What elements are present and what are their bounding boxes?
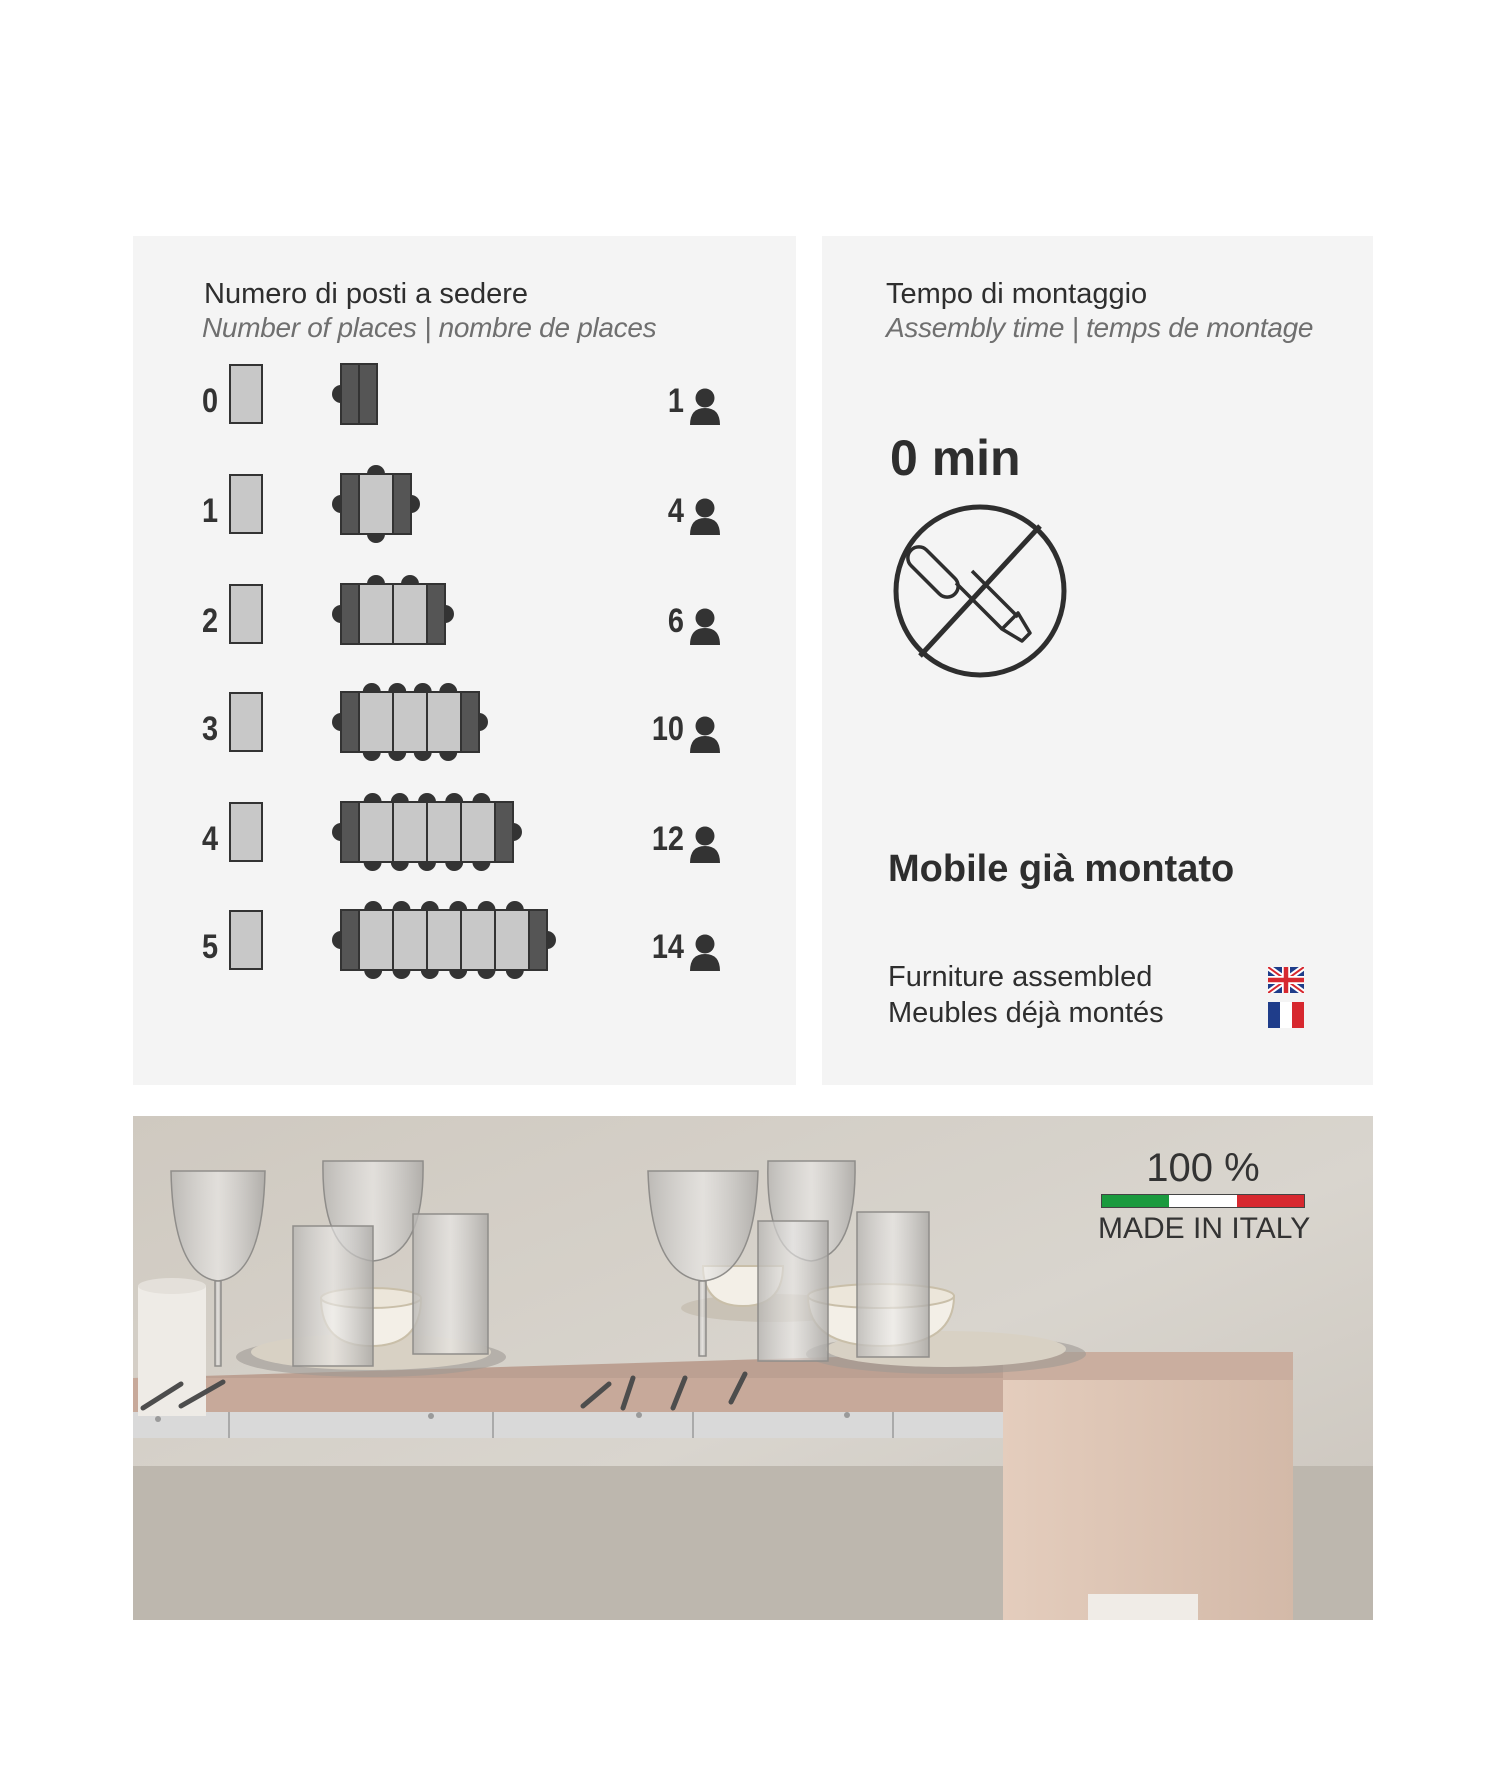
extension-step-number: 1 xyxy=(202,492,219,530)
italian-flag-red xyxy=(1237,1195,1304,1207)
person-icon xyxy=(689,934,721,972)
extended-table-icon xyxy=(326,677,494,767)
assembled-label-fr: Meubles déjà montés xyxy=(888,997,1164,1029)
extended-table-icon xyxy=(326,787,528,877)
table-leaf-icon xyxy=(229,692,263,752)
assembly-panel xyxy=(822,236,1373,1085)
place-count: 4 xyxy=(667,492,684,530)
seating-panel xyxy=(133,236,796,1085)
extended-table-icon xyxy=(326,569,460,659)
table-leaf-icon xyxy=(229,802,263,862)
place-count: 14 xyxy=(651,928,684,966)
extension-step-number: 4 xyxy=(202,820,219,858)
assembled-title-it: Mobile già montato xyxy=(888,848,1235,890)
italian-flag-bar xyxy=(1101,1194,1305,1208)
extension-step-number: 3 xyxy=(202,710,219,748)
table-leaf-icon xyxy=(229,474,263,534)
dining-table-photo xyxy=(133,1116,1373,1620)
person-icon xyxy=(689,388,721,426)
assembly-title-en: Assembly time | temps de montage xyxy=(886,312,1314,343)
made-in-italy-badge xyxy=(1098,1146,1311,1246)
table-leaf-icon xyxy=(229,910,263,970)
italian-flag-white xyxy=(1169,1195,1236,1207)
made-in-italy-label: MADE IN ITALY xyxy=(1098,1212,1311,1245)
person-icon xyxy=(689,608,721,646)
person-icon xyxy=(689,826,721,864)
france-flag-icon xyxy=(1268,1002,1304,1028)
place-count: 12 xyxy=(651,820,684,858)
extension-step-number: 2 xyxy=(202,602,219,640)
assembly-time: 0 min xyxy=(890,430,1021,486)
person-icon xyxy=(689,498,721,536)
seating-title-it: Numero di posti a sedere xyxy=(204,278,528,310)
uk-flag-icon xyxy=(1268,967,1304,993)
place-count: 10 xyxy=(651,710,684,748)
table-leaf-icon xyxy=(229,364,263,424)
extended-table-icon xyxy=(326,895,562,985)
extended-table-icon xyxy=(326,349,392,439)
place-count: 1 xyxy=(667,382,684,420)
assembly-title-it: Tempo di montaggio xyxy=(886,278,1148,310)
extension-step-number: 0 xyxy=(202,382,219,420)
person-icon xyxy=(689,716,721,754)
extended-table-icon xyxy=(326,459,426,549)
place-count: 6 xyxy=(667,602,684,640)
made-in-italy-percent: 100 % xyxy=(1146,1146,1260,1190)
table-leaf-icon xyxy=(229,584,263,644)
assembled-label-en: Furniture assembled xyxy=(888,961,1153,993)
seating-title-en: Number of places | nombre de places xyxy=(202,312,657,343)
extension-step-number: 5 xyxy=(202,928,219,966)
no-screwdriver-icon xyxy=(890,501,1070,681)
italian-flag-green xyxy=(1102,1195,1169,1207)
